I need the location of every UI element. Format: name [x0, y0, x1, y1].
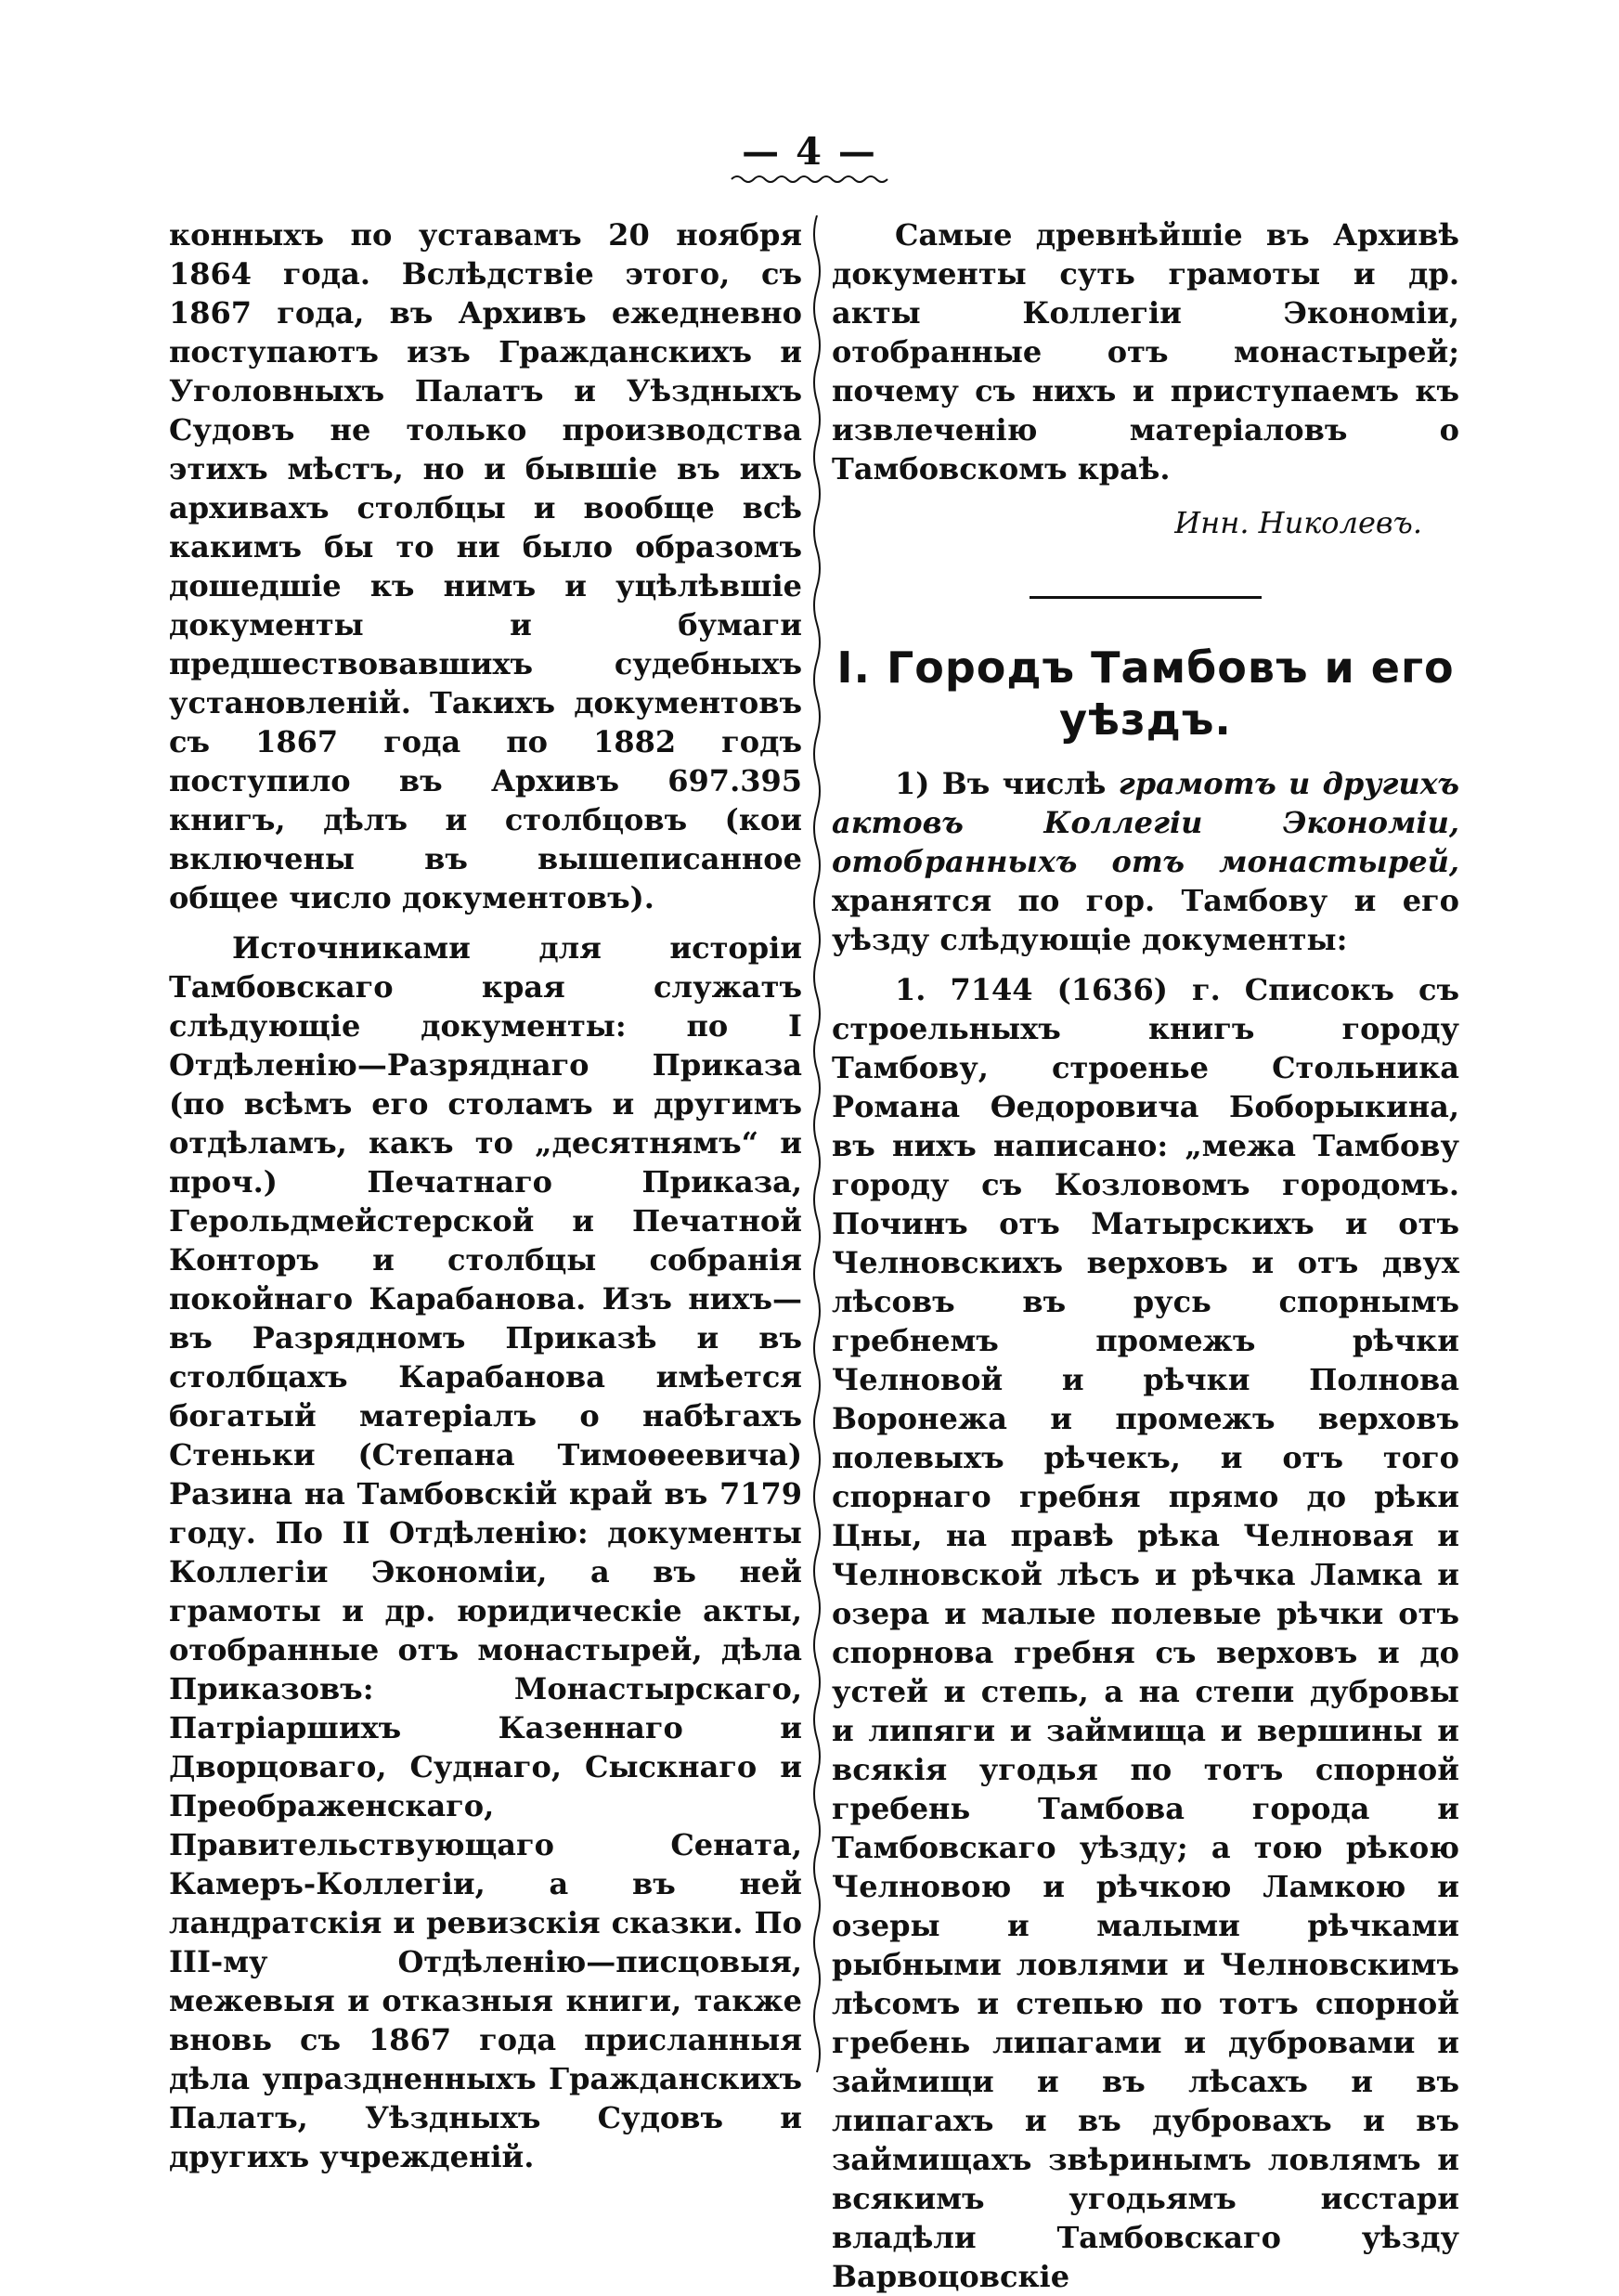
item-1-intro: 1) Въ числѣ: [895, 766, 1107, 801]
page-number: — 4 —: [742, 130, 877, 174]
column-divider: [808, 215, 826, 2091]
section-separator: [1030, 596, 1262, 599]
right-paragraph-1: Самые древнѣйшіе въ Архивѣ документы суть грамоты и др. акты Коллегіи Экономіи, отобранные отъ монастырей; почему съ нихъ и приступаемъ къ извлеченію матеріаловъ о Тамбовскомъ краѣ.: [832, 217, 1459, 486]
author-signature: Инн. Николевъ.: [1174, 505, 1422, 540]
left-paragraph-2: Источниками для исторіи Тамбовскаго края служатъ слѣдующіе документы: по I Отдѣленію—Разряднаго Приказа (по всѣмъ его столамъ и другимъ отдѣламъ, какъ то „десятнямъ“ и проч.) Печатнаго Приказа, Герольдмейстерской и Печатной Конторъ и столбцы собранія покойнаго Карабанова. Изъ нихъ—въ Разрядномъ Приказѣ и въ столбцахъ Карабанова имѣется богатый матеріалъ о набѣгахъ Стеньки (Степана Тимоѳеевича) Разина на Тамбовскій край въ 7179 году. По II Отдѣленію: документы Коллегіи Экономіи, а въ ней грамоты и др. юридическіе акты, отобранные отъ монастырей, дѣла Приказовъ: Монастырскаго, Патріаршихъ Казеннаго и Дворцоваго, Суднаго, Сыскнаго и Преображенскаго, Правительствующаго Сената, Камеръ-Коллегіи, а въ ней ландратскія и ревизскія сказки. По III-му Отдѣленію—писцовыя, межевыя и отказныя книги, также вновь съ 1867 года присланныя дѣла упраздненныхъ Гражданскихъ Палатъ, Уѣздныхъ Судовъ и другихъ учрежденій.: [169, 930, 802, 2174]
section-heading: I. Городъ Тамбовъ и его уѣздъ.: [836, 642, 1455, 745]
left-paragraph-1: конныхъ по уставамъ 20 ноября 1864 года. Вслѣдствіе этого, съ 1867 года, въ Архивъ ежедневно поступаютъ изъ Гражданскихъ и Уголовныхъ Палатъ и Уѣздныхъ Судовъ не только производства этихъ мѣстъ, но и бывшіе въ ихъ архивахъ столбцы и вообще всѣ какимъ бы то ни было образомъ дошедшіе къ нимъ и уцѣлѣвшіе документы и бумаги предшествовавшихъ судебныхъ установленій. Такихъ документовъ съ 1867 года по 1882 годъ поступило въ Архивъ 697.395 книгъ, дѣлъ и столбцовъ (кои включены въ вышеписанное общее число документовъ).: [169, 217, 802, 915]
right-column: [832, 215, 1459, 2296]
entry-1-paragraph: 1. 7144 (1636) г. Списокъ съ строельныхъ книгъ городу Тамбову, строенье Стольника Романа Ѳедоровича Боборыкина, въ нихъ написано: „межа Тамбову городу съ Козловомъ городомъ. Починъ отъ Матырскихъ и отъ Челновскихъ верховъ и отъ двух лѣсовъ въ русь спорнымъ гребнемъ промежъ рѣчки Челновой и рѣчки Полнова Воронежа и промежъ верховъ полевыхъ рѣчекъ, и отъ того спорнаго гребня прямо до рѣки Цны, на правѣ рѣка Челновая и Челновской лѣсъ и рѣчка Ламка и озера и малые полевые рѣчки отъ спорнова гребня съ верховъ и до устей и степь, а на степи дубровы и липяги и займища и вершины и всякія угодья по тотъ спорной гребень Тамбова города и Тамбовскаго уѣзду; а тою рѣкою Челновою и рѣчкою Ламкою и озеры и малыми рѣчками рыбными ловлями и Челновскимъ лѣсомъ и степью по тотъ спорной гребень липагами и дубровами и займищи и въ лѣсахъ и въ липагахъ и въ дубровахъ и въ займищахъ звѣринымъ ловлямъ и всякимъ угодьямъ исстари владѣли Тамбовскаго уѣзду Варвоцовскіе: [832, 972, 1459, 2294]
ornamental-rule: [730, 173, 889, 186]
item-1-rest: хранятся по гор. Тамбову и его уѣзду слѣдующіе документы:: [832, 883, 1459, 957]
left-column: [169, 215, 802, 2176]
item-1-italic: грамотъ и другихъ актовъ Коллегіи Экономіи, отобранныхъ отъ монастырей,: [832, 766, 1460, 879]
item-1-paragraph: [832, 764, 1459, 959]
